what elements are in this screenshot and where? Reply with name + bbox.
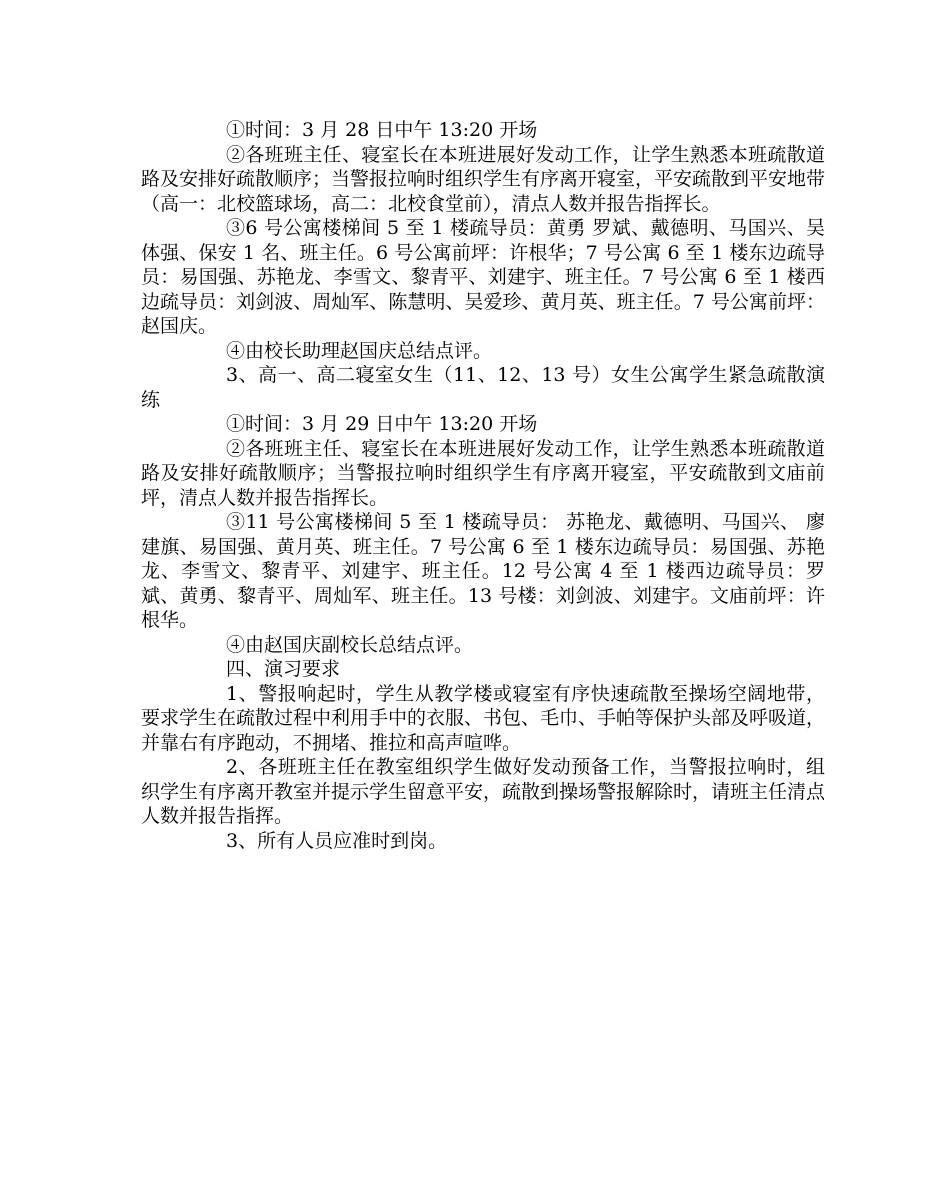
- paragraph-guides-dorm-11-13: ③11 号公寓楼梯间 5 至 1 楼疏导员： 苏艳龙、戴德明、马国兴、 廖建旗、易国强、黄月英、班主任。7 号公寓 6 至 1 楼东边疏导员：易国强、苏艳龙、李雪文、黎青平、刘建宇、班主任。12 号公寓 4 至 1 楼西边疏导员：罗斌、黄勇、黎青平、周灿军、班主任。13 号楼：刘剑波、刘建宇。文庙前坪：许根华。: [141, 511, 825, 631]
- requirement-2: 2、各班班主任在教室组织学生做好发动预备工作，当警报拉响时，组织学生有序离开教室并提示学生留意平安，疏散到操场警报解除时，请班主任清点人数并报告指挥。: [141, 756, 826, 827]
- paragraph-section-girls-drill: 3、高一、高二寝室女生（11、12、13 号）女生公寓学生紧急疏散演练: [141, 364, 825, 411]
- document-body: [141, 118, 825, 853]
- paragraph-teacher-mobilization-1: ②各班班主任、寝室长在本班进展好发动工作，让学生熟悉本班疏散道路及安排好疏散顺序；当警报拉响时组织学生有序离开寝室，平安疏散到平安地带（高一：北校篮球场，高二：北校食堂前），清点人数并报告指挥长。: [141, 143, 826, 215]
- paragraph-time-dorm-boys: ①时间：3 月 28 日中午 13:20 开场: [226, 119, 538, 141]
- paragraph-summary-1: ④由校长助理赵国庆总结点评。: [226, 339, 493, 362]
- paragraph-time-dorm-girls: ①时间：3 月 29 日中午 13:20 开场: [226, 413, 538, 435]
- heading-drill-requirements: 四、演习要求: [226, 658, 341, 680]
- requirement-1: 1、警报响起时，学生从教学楼或寝室有序快速疏散至操场空阔地带，要求学生在疏散过程中利用手中的衣服、书包、毛巾、手帕等保护头部及呼吸道，并靠右有序跑动，不拥堵、推拉和高声喧哗。: [141, 682, 826, 754]
- paragraph-summary-2: ④由赵国庆副校长总结点评。: [226, 633, 474, 656]
- paragraph-guides-dorm-6-7: ③6 号公寓楼梯间 5 至 1 楼疏导员：黄勇 罗斌、戴德明、马国兴、吴体强、保安 1 名、班主任。6 号公寓前坪：许根华；7 号公寓 6 至 1 楼东边疏导员：易国强、苏艳龙、李雪文、黎青平、刘建宇、班主任。7 号公寓 6 至 1 楼西边疏导员：刘剑波、周灿军、陈慧明、吴爱珍、黄月英、班主任。7 号公寓前坪：赵国庆。: [141, 217, 825, 337]
- paragraph-teacher-mobilization-2: ②各班班主任、寝室长在本班进展好发动工作，让学生熟悉本班疏散道路及安排好疏散顺序；当警报拉响时组织学生有序离开寝室，平安疏散到文庙前坪，清点人数并报告指挥长。: [141, 437, 825, 509]
- requirement-3: 3、所有人员应准时到岗。: [226, 829, 448, 852]
